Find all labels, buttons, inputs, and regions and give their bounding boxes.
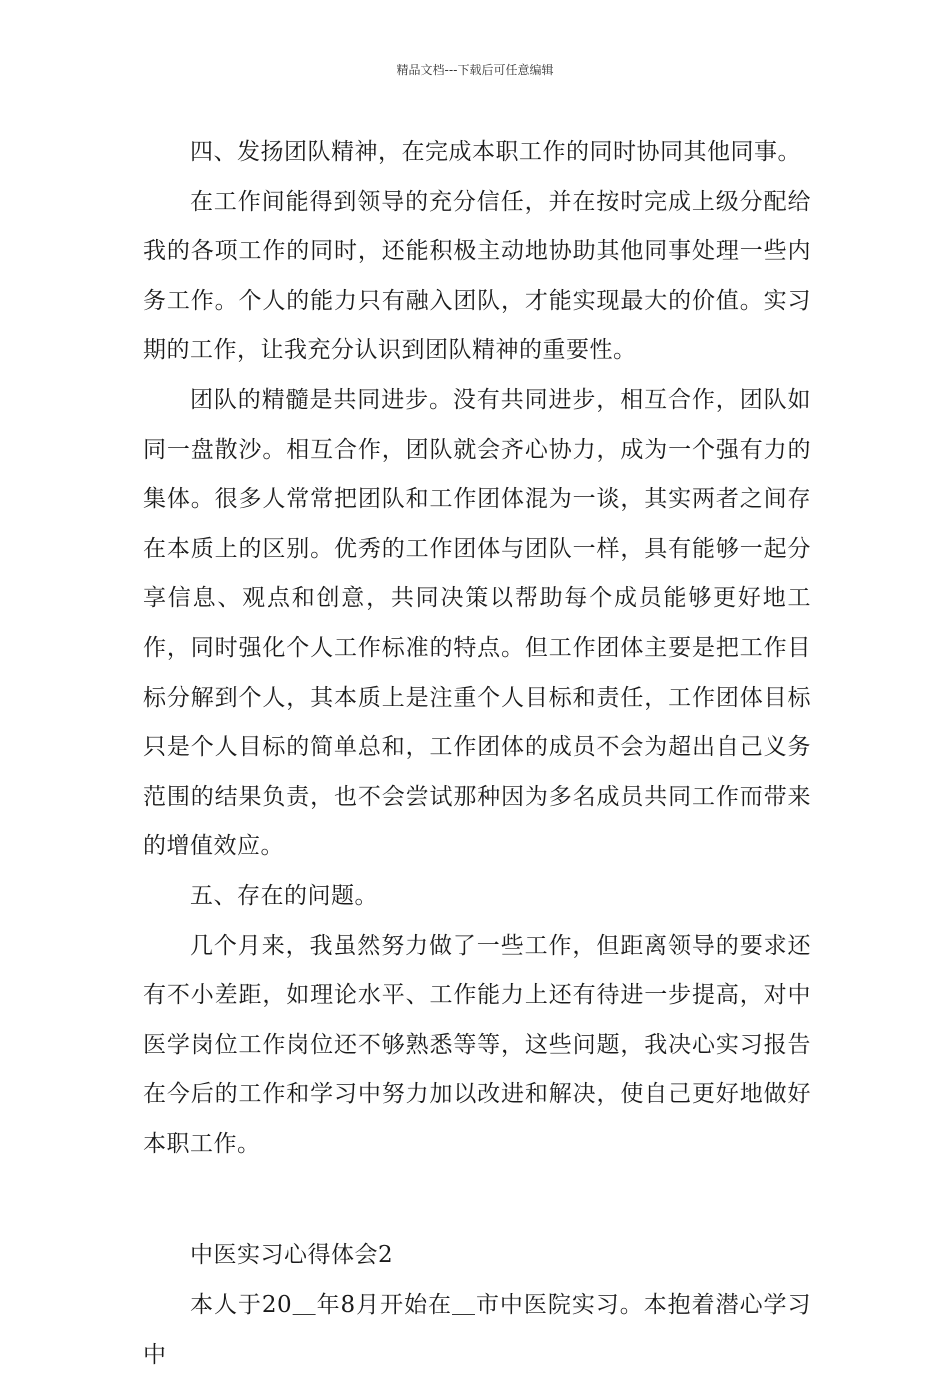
page-header-note: 精品文档---下载后可任意编辑 bbox=[396, 63, 554, 77]
paragraph-section-4-heading: 四、发扬团队精神，在完成本职工作的同时协同其他同事。 bbox=[190, 139, 801, 165]
section-title: 中医实习心得体会2 bbox=[190, 1242, 394, 1269]
paragraph-section-5-heading: 五、存在的问题。 bbox=[190, 882, 378, 909]
paragraph-trust: 在工作间能得到领导的充分信任，并在按时完成上级分配给我的各项工作的同时，还能积极主动地协助其他同事处理一些内务工作。个人的能力只有融入团队，才能实现最大的价值。实习期的工作，让我充分认识到团队精神的重要性。 bbox=[143, 188, 811, 364]
paragraph-spacer bbox=[143, 1169, 811, 1231]
document-body bbox=[143, 128, 811, 1380]
paragraph-problems: 几个月来，我虽然努力做了一些工作，但距离领导的要求还有不小差距，如理论水平、工作能力上还有待进一步提高，对中医学岗位工作岗位还不够熟悉等等，这些问题，我决心实习报告在今后的工作和学习中努力加以改进和解决，使自己更好地做好本职工作。 bbox=[143, 932, 811, 1157]
paragraph-team-essence: 团队的精髓是共同进步。没有共同进步，相互合作，团队如同一盘散沙。相互合作，团队就会齐心协力，成为一个强有力的集体。很多人常常把团队和工作团体混为一谈，其实两者之间存在本质上的区别。优秀的工作团体与团队一样，具有能够一起分享信息、观点和创意，共同决策以帮助每个成员能够更好地工作，同时强化个人工作标准的特点。但工作团体主要是把工作目标分解到个人，其本质上是注重个人目标和责任，工作团体目标只是个人目标的简单总和，工作团体的成员不会为超出自己义务范围的结果负责，也不会尝试那种因为多名成员共同工作而带来的增值效应。 bbox=[143, 386, 811, 860]
paragraph-intro: 本人于20＿年8月开始在＿市中医院实习。本抱着潜心学习中 bbox=[143, 1292, 811, 1368]
